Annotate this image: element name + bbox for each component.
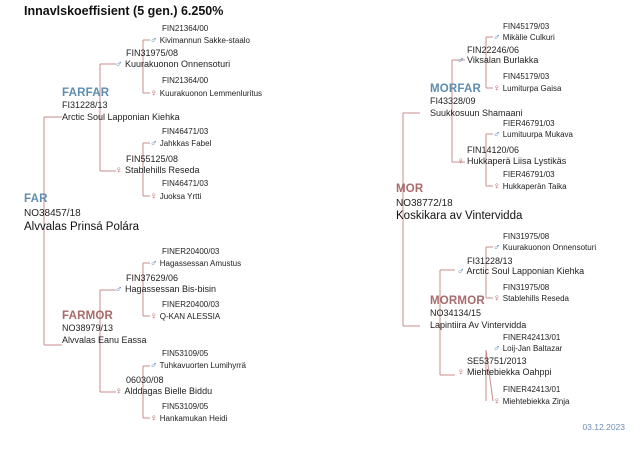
farfar-mother-reg[interactable]: FIN55125/08 <box>126 154 179 164</box>
male-icon: ♂ <box>457 266 465 277</box>
morfar-reg[interactable]: FI43328/09 <box>430 96 476 106</box>
female-icon: ♀ <box>493 396 501 407</box>
morfar-mother-reg[interactable]: FIN14120/06 <box>467 145 520 155</box>
female-icon: ♀ <box>115 165 123 176</box>
morfar-mother-mother-reg[interactable]: FIER46791/03 <box>503 170 555 179</box>
male-icon: ♂ <box>493 32 501 43</box>
farfar-mother-mother-name[interactable]: Juoksa Yrtti <box>159 192 202 201</box>
female-icon: ♀ <box>150 191 158 202</box>
farmor-father-mother-reg[interactable]: FINER20400/03 <box>162 300 220 309</box>
morfar-name[interactable]: Suukkosuun Shamaani <box>430 108 523 118</box>
farfar-reg[interactable]: FI31228/13 <box>62 100 108 110</box>
mormor-mother-father-reg[interactable]: FINER42413/01 <box>503 333 561 342</box>
male-icon: ♂ <box>150 360 158 371</box>
farfar-label: FARFAR <box>62 87 110 99</box>
farmor-mother-father-reg[interactable]: FIN53109/05 <box>162 349 209 358</box>
morfar-mother-mother-name[interactable]: Hukkaperän Taika <box>502 182 567 191</box>
far-label: FAR <box>24 193 48 205</box>
mormor-label: MORMOR <box>430 295 485 307</box>
farmor-mother-name[interactable]: Alddagas Bielle Biddu <box>124 386 213 396</box>
farmor-father-mother-name[interactable]: Q-KAN ALESSIA <box>159 312 221 321</box>
female-icon: ♀ <box>150 88 158 99</box>
mormor-father-father-reg[interactable]: FIN31975/08 <box>503 232 550 241</box>
mormor-father-reg[interactable]: FI31228/13 <box>467 256 513 266</box>
far-reg[interactable]: NO38457/18 <box>24 208 81 219</box>
mormor-mother-father-name[interactable]: Loij-Jan Baltazar <box>502 344 563 353</box>
morfar-father-reg[interactable]: FIN22246/06 <box>467 45 520 55</box>
female-icon: ♀ <box>493 181 501 192</box>
morfar-father-mother-name[interactable]: Lumiturpa Gaisa <box>502 84 562 93</box>
farmor-father-reg[interactable]: FIN37629/06 <box>126 273 179 283</box>
male-icon: ♂ <box>493 343 501 354</box>
farmor-mother-reg[interactable]: 06030/08 <box>126 375 164 385</box>
mor-name[interactable]: Koskikara av Vintervidda <box>396 210 523 222</box>
farfar-mother-father-reg[interactable]: FIN46471/03 <box>162 127 209 136</box>
mormor-father-mother-reg[interactable]: FIN31975/08 <box>503 283 550 292</box>
male-icon: ♂ <box>150 35 158 46</box>
mormor-father-name[interactable]: Arctic Soul Lapponian Kiehka <box>466 266 585 276</box>
female-icon: ♀ <box>493 293 501 304</box>
male-icon: ♂ <box>150 138 158 149</box>
morfar-label: MORFAR <box>430 83 482 95</box>
farfar-mother-mother-reg[interactable]: FIN46471/03 <box>162 179 209 188</box>
mormor-father-father-name[interactable]: Kuurakuonon Onnensoturi <box>502 243 597 252</box>
mor-reg[interactable]: NO38772/18 <box>396 198 453 209</box>
farfar-mother-name[interactable]: Stablehills Reseda <box>125 165 200 175</box>
farmor-label: FARMOR <box>62 310 114 322</box>
farfar-father-mother-name[interactable]: Kuurakuonon Lemmenluritus <box>159 89 263 98</box>
farmor-mother-mother-name[interactable]: Hankamukan Heidi <box>159 414 228 423</box>
mormor-mother-mother-name[interactable]: Miehtebiekka Zinja <box>502 397 570 406</box>
farmor-mother-father-name[interactable]: Tuhkavuorten Lumihyrrä <box>159 361 246 370</box>
male-icon: ♂ <box>115 59 123 70</box>
male-icon: ♂ <box>457 55 465 66</box>
mormor-father-mother-name[interactable]: Stablehills Reseda <box>502 294 569 303</box>
farmor-father-father-name[interactable]: Hagassessan Amustus <box>159 259 242 268</box>
female-icon: ♀ <box>150 311 158 322</box>
morfar-mother-father-reg[interactable]: FIER46791/03 <box>503 119 555 128</box>
mormor-mother-reg[interactable]: SE53751/2013 <box>467 356 527 366</box>
morfar-father-father-name[interactable]: Mikälie Culkuri <box>502 33 555 42</box>
morfar-father-father-reg[interactable]: FIN45179/03 <box>503 22 550 31</box>
farmor-name[interactable]: Alvvalas Eanu Eassa <box>62 335 147 345</box>
male-icon: ♂ <box>493 242 501 253</box>
morfar-father-mother-reg[interactable]: FIN45179/03 <box>503 72 550 81</box>
female-icon: ♀ <box>493 83 501 94</box>
mormor-mother-name[interactable]: Miehtebiekka Oahppi <box>467 367 552 377</box>
farfar-father-reg[interactable]: FIN31975/08 <box>126 48 179 58</box>
female-icon: ♀ <box>115 386 123 397</box>
mormor-name[interactable]: Lapintiira Av Vintervidda <box>430 320 527 330</box>
male-icon: ♂ <box>115 284 123 295</box>
farfar-mother-father-name[interactable]: Jahkkas Fabel <box>159 139 212 148</box>
male-icon: ♂ <box>493 129 501 140</box>
farmor-father-name[interactable]: Hagassessan Bis-bisin <box>125 284 217 294</box>
report-date: 03.12.2023 <box>582 422 625 432</box>
mormor-mother-mother-reg[interactable]: FINER42413/01 <box>503 385 561 394</box>
mor-label: MOR <box>396 183 424 195</box>
male-icon: ♂ <box>150 258 158 269</box>
morfar-mother-name[interactable]: Hukkaperä Liisa Lystikäs <box>467 156 567 166</box>
farfar-father-father-name[interactable]: Kivimannun Sakke-staalo <box>159 36 251 45</box>
farfar-father-mother-reg[interactable]: FIN21364/00 <box>162 76 209 85</box>
farmor-mother-mother-reg[interactable]: FIN53109/05 <box>162 402 209 411</box>
female-icon: ♀ <box>457 156 465 167</box>
morfar-mother-father-name[interactable]: Lumituurpa Mukava <box>502 130 573 139</box>
farfar-name[interactable]: Arctic Soul Lapponian Kiehka <box>62 112 180 122</box>
farfar-father-name[interactable]: Kuurakuonon Onnensoturi <box>125 59 231 69</box>
female-icon: ♀ <box>457 367 465 378</box>
far-name[interactable]: Alvvalas Prinsá Polára <box>24 221 140 233</box>
mormor-reg[interactable]: NO34134/15 <box>430 308 482 318</box>
farmor-father-father-reg[interactable]: FINER20400/03 <box>162 247 220 256</box>
female-icon: ♀ <box>150 413 158 424</box>
farfar-father-father-reg[interactable]: FIN21364/00 <box>162 24 209 33</box>
inbreeding-coefficient-title: Innavlskoeffisient (5 gen.) 6.250% <box>24 4 224 18</box>
morfar-father-name[interactable]: Viksalan Burlakka <box>467 55 539 65</box>
farmor-reg[interactable]: NO38979/13 <box>62 323 114 333</box>
